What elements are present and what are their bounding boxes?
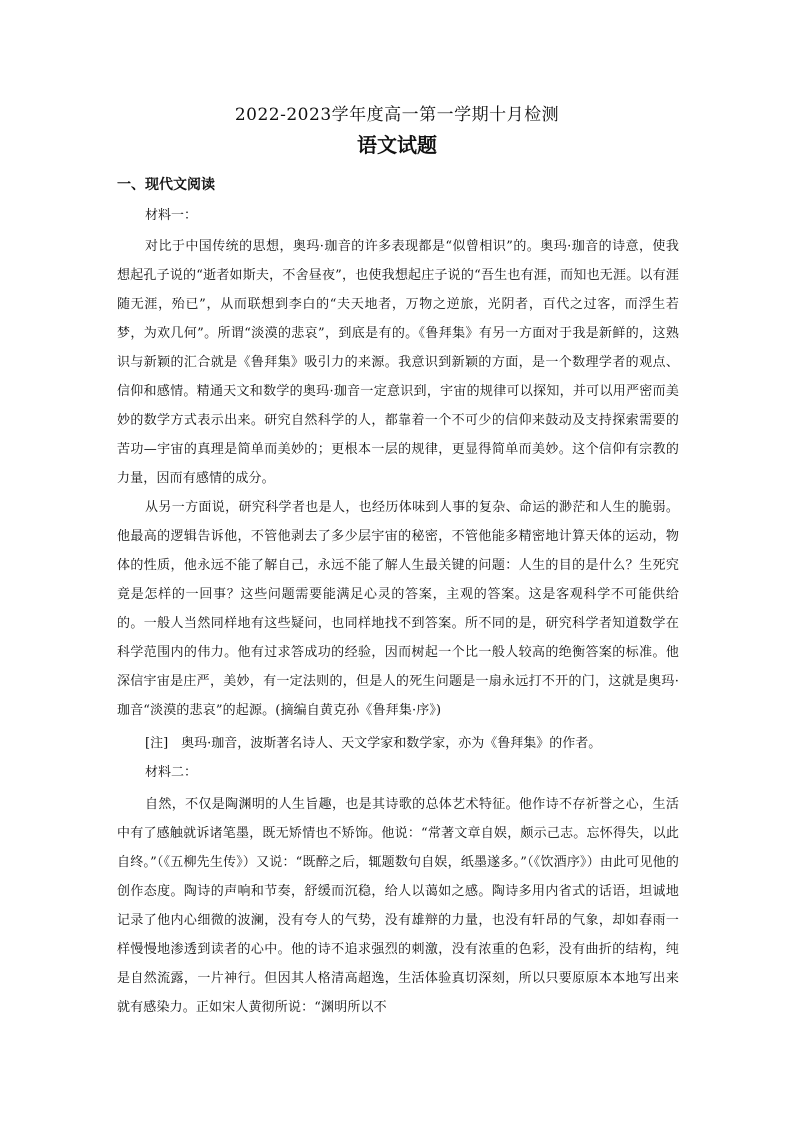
material-1-paragraph-1: 对比于中国传统的思想，奥玛·珈音的许多表现都是“似曾相识”的。奥玛·珈音的诗意，使我想起孔子说的“逝者如斯夫，不舍昼夜”，也使我想起庄子说的“吾生也有涯，而知也无涯。以有涯随无涯，殆已”，从而联想到李白的“夫天地者，万物之逆旅，光阴者，百代之过客，而浮生若梦，为欢几何”。所谓“淡漠的悲哀”，到底是有的。《鲁拜集》有另一方面对于我是新鲜的，这熟识与新颖的汇合就是《鲁拜集》吸引力的来源。我意识到新颖的方面，是一个数理学者的观点、信仰和感情。精通天文和数学的奥玛·珈音一定意识到，宇宙的规律可以探知，并可以用严密而美妙的数学方式表示出来。研究自然科学的人，都靠着一个不可少的信仰来鼓动及支持探索需要的苦功—宇宙的真理是简单而美妙的；更根本一层的规律，更显得简单而美妙。这个信仰有宗教的力量，因而有感情的成分。 — [117, 239, 679, 486]
exam-subject-title: 语文试题 — [357, 133, 437, 157]
exam-title: 2022-2023学年度高一第一学期十月检测 — [234, 105, 560, 125]
material-2-label: 材料二： — [145, 765, 198, 780]
material-2-paragraph-1: 自然，不仅是陶渊明的人生旨趣，也是其诗歌的总体艺术特征。他作诗不存祈誉之心，生活中有了感触就诉诸笔墨，既无矫情也不矫饰。他说：“常著文章自娱，颇示己志。忘怀得失，以此自终。”（《五柳先生传》）又说：“既醉之后，辄题数句自娱，纸墨遂多。”（《饮酒序》）由此可见他的创作态度。陶诗的声响和节奏，舒缓而沉稳，给人以蔼如之感。陶诗多用内省式的话语，坦诚地记录了他内心细微的波澜，没有夸人的气势，没有雄辩的力量，也没有轩昂的气象，却如春雨一样慢慢地渗透到读者的心中。他的诗不追求强烈的刺激，没有浓重的色彩，没有曲折的结构，纯是自然流露，一片神行。但因其人格清高超逸，生活体验真切深刻，所以只要原原本本地写出来就有感染力。正如宋人黄彻所说：“渊明所以不 — [117, 797, 679, 1015]
material-1-label: 材料一： — [145, 208, 198, 223]
section-heading: 一、现代文阅读 — [117, 177, 215, 193]
annotation-note: [注] 奥玛·珈音，波斯著名诗人、天文学家和数学家，亦为《鲁拜集》的作者。 — [145, 736, 602, 751]
material-1-paragraph-2: 从另一方面说，研究科学者也是人，也经历体味到人事的复杂、命运的渺茫和人生的脆弱。他最高的逻辑告诉他，不管他剥去了多少层宇宙的秘密，不管他能多精密地计算天体的运动，物体的性质，他永远不能了解自己，永远不能了解人生最关键的问题：人生的目的是什么？生死究竟是怎样的一回事？这些问题需要能满足心灵的答案，主观的答案。这是客观科学不可能供给的。一般人当然同样地有这些疑问，也同样地找不到答案。所不同的是，研究科学者知道数学在科学范围内的伟力。他有过求答成功的经验，因而树起一个比一般人较高的绝衡答案的标准。他深信宇宙是庄严，美妙，有一定法则的，但是人的死生问题是一扇永远打不开的门，这就是奥玛·珈音“淡漠的悲哀”的起源。(摘编自黄克孙《鲁拜集·序》) — [117, 500, 679, 718]
